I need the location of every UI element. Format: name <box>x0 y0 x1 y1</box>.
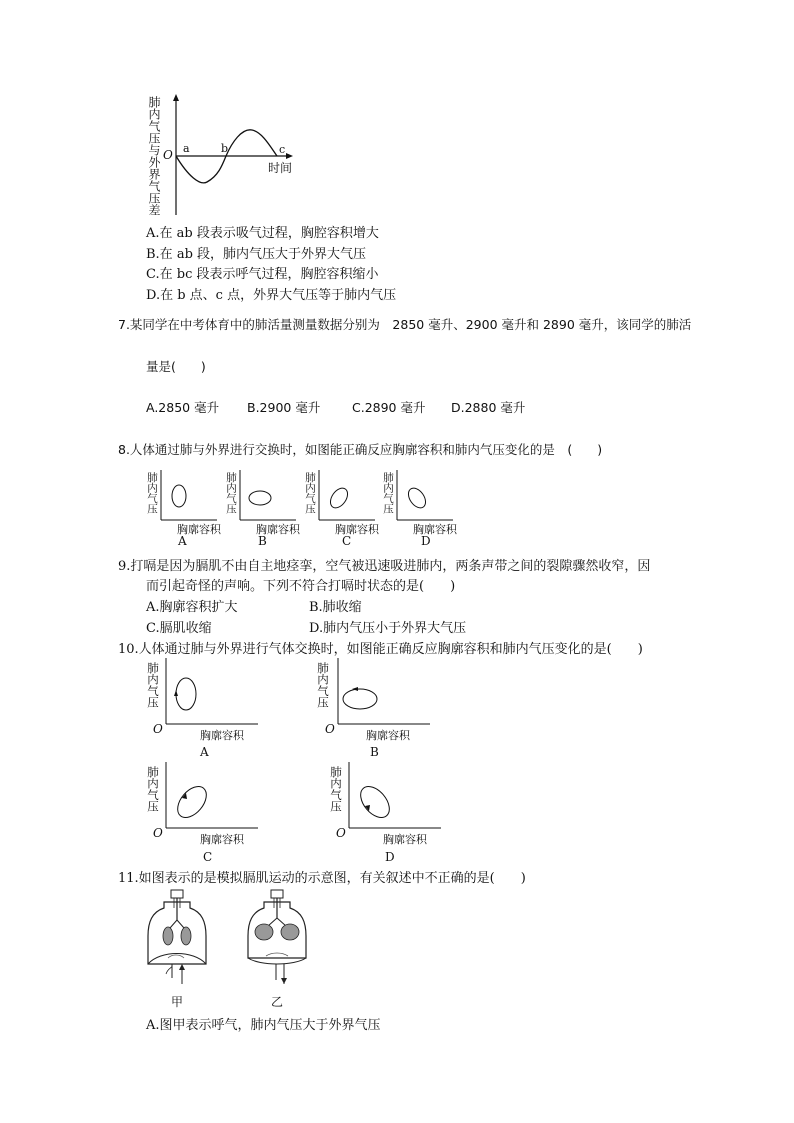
q10-c-xlabel: 胸廓容积 <box>200 833 244 846</box>
q6-point-a: a <box>183 142 190 155</box>
q10-b-graph <box>332 654 452 734</box>
q8-b-graph <box>234 466 314 526</box>
q8-c-loop <box>327 485 351 511</box>
q10-a-xlabel: 胸廓容积 <box>200 729 244 742</box>
q11-jia-lung-left <box>163 927 173 945</box>
q8-c-xlabel: 胸廓容积 <box>335 523 379 536</box>
q9-option-a: A.胸廓容积扩大 <box>146 600 238 615</box>
q11-jia-lung-right <box>181 927 191 945</box>
q8-c-letter: C <box>342 534 352 548</box>
q10-b-loop <box>343 689 377 709</box>
q6-option-a: A.在 ab 段表示吸气过程，胸腔容积增大 <box>146 226 379 241</box>
q9-stem-2: 而引起奇怪的声响。下列不符合打嗝时状态的是( ) <box>146 579 456 594</box>
q8-d-xlabel: 胸廓容积 <box>413 523 457 536</box>
q8-c-graph <box>313 466 393 526</box>
q8-a-xlabel: 胸廓容积 <box>177 523 221 536</box>
q10-b-letter: B <box>370 745 379 759</box>
q7-option-d: D.2880 毫升 <box>451 400 526 415</box>
q6-point-b: b <box>221 142 229 155</box>
q10-b-arrow <box>352 687 358 691</box>
q6-option-b: B.在 ab 段，肺内气压大于外界大气压 <box>146 247 367 262</box>
q7-option-b: B.2900 毫升 <box>247 400 321 415</box>
q9-option-c: C.膈肌收缩 <box>146 621 212 636</box>
q8-c-ylabel: 肺内气压 <box>304 472 316 514</box>
q11-yi-lung-right <box>281 924 299 940</box>
q6-y-arrow <box>173 94 179 101</box>
q8-d-graph <box>391 466 471 526</box>
q10-a-arrow <box>174 690 178 696</box>
q6-option-c: C.在 bc 段表示呼气过程，胸腔容积缩小 <box>146 267 379 282</box>
q11-jar-yi <box>242 888 312 988</box>
q11-option-a: A.图甲表示呼气，肺内气压大于外界气压 <box>146 1018 381 1033</box>
q9-option-b: B.肺收缩 <box>309 600 362 615</box>
q10-a-origin: O <box>153 722 163 736</box>
q6-graph-ylabel: 肺内气压与外界气压差 <box>147 96 161 216</box>
q8-d-letter: D <box>421 534 431 548</box>
q10-d-ylabel: 肺内气压 <box>329 766 343 812</box>
q11-label-yi: 乙 <box>271 995 284 1009</box>
q6-option-d: D.在 b 点、c 点，外界大气压等于肺内气压 <box>146 288 397 303</box>
q10-c-graph <box>160 758 280 838</box>
q8-b-loop <box>249 491 271 505</box>
q10-d-graph <box>343 758 463 838</box>
q6-point-c: c <box>279 143 286 156</box>
q8-b-ylabel: 肺内气压 <box>225 472 237 514</box>
q10-b-origin: O <box>325 722 335 736</box>
q10-stem: 10.人体通过肺与外界进行气体交换时，如图能正确反应胸廓容积和肺内气压变化的是( ) <box>118 642 643 657</box>
q10-c-loop <box>172 781 212 823</box>
q7-option-a: A.2850 毫升 <box>146 400 220 415</box>
q8-a-graph <box>155 466 235 526</box>
q10-d-origin: O <box>336 826 346 840</box>
q8-b-letter: B <box>258 534 267 548</box>
q11-yi-diaphragm <box>248 958 306 964</box>
q10-b-xlabel: 胸廓容积 <box>366 729 410 742</box>
q7-stem: 7.某同学在中考体育中的肺活量测量数据分别为 2850 毫升、2900 毫升和 2890 毫升，该同学的肺活 <box>118 317 692 332</box>
q8-d-loop <box>405 485 429 511</box>
q8-a-loop <box>172 485 186 507</box>
q6-graph-svg <box>0 0 794 240</box>
q10-c-letter: C <box>203 850 213 864</box>
q10-a-graph <box>160 654 280 734</box>
q10-c-origin: O <box>153 826 163 840</box>
q10-c-ylabel: 肺内气压 <box>146 766 160 812</box>
q8-a-letter: A <box>178 534 187 548</box>
q11-yi-lung-left <box>255 924 273 940</box>
q10-a-letter: A <box>200 745 209 759</box>
q10-d-loop <box>355 781 395 823</box>
q6-origin: O <box>163 148 173 162</box>
q8-b-xlabel: 胸廓容积 <box>256 523 300 536</box>
q8-stem: 8.人体通过肺与外界进行交换时，如图能正确反应胸廓容积和肺内气压变化的是 ( ) <box>118 442 603 457</box>
q9-option-d: D.肺内气压小于外界大气压 <box>309 621 467 636</box>
q11-stem: 11.如图表示的是模拟膈肌运动的示意图，有关叙述中不正确的是( ) <box>118 871 526 886</box>
q7-stem-2: 量是( ) <box>146 359 206 374</box>
q10-a-ylabel: 肺内气压 <box>146 662 160 708</box>
q11-label-jia: 甲 <box>171 995 184 1009</box>
q10-b-ylabel: 肺内气压 <box>316 662 330 708</box>
q11-jar-jia <box>142 888 212 988</box>
q6-xlabel: 时间 <box>268 161 293 175</box>
q7-option-c: C.2890 毫升 <box>352 400 426 415</box>
q10-d-xlabel: 胸廓容积 <box>383 833 427 846</box>
q10-a-loop <box>176 678 196 710</box>
q9-stem: 9.打嗝是因为膈肌不由自主地痉挛，空气被迅速吸进肺内，两条声带之间的裂隙骤然收窄，因 <box>118 559 651 574</box>
q10-d-letter: D <box>385 850 395 864</box>
q8-d-ylabel: 肺内气压 <box>382 472 394 514</box>
q8-a-ylabel: 肺内气压 <box>146 472 158 514</box>
